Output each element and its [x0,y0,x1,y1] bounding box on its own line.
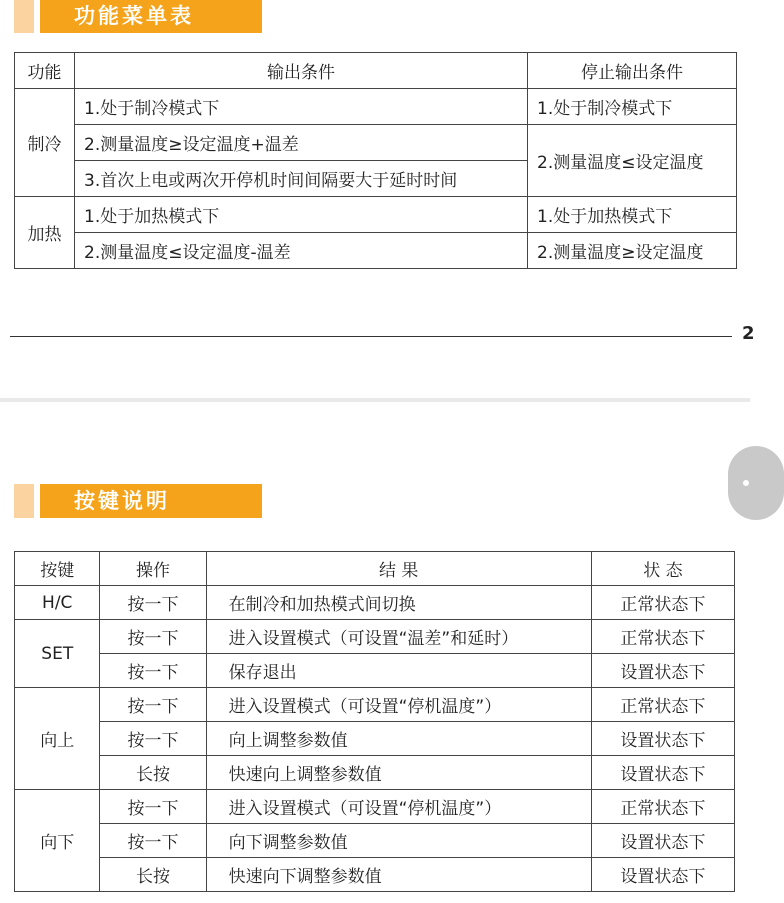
header-stripe-gap [34,0,40,33]
col-key: 按键 [15,552,100,586]
op-cell: 按一下 [100,722,206,756]
key-hc: H/C [15,586,100,620]
function-menu-table [14,52,737,269]
table-row [15,654,735,688]
result-cell: 向下调整参数值 [206,824,591,858]
function-menu-header [14,0,262,33]
table-row [15,197,737,233]
heating-stop-2: 2.测量温度≥设定温度 [528,233,737,269]
col-operation: 操作 [100,552,206,586]
state-cell: 设置状态下 [591,824,734,858]
table-row [15,586,735,620]
col-function: 功能 [15,53,75,89]
cooling-output-3: 3.首次上电或两次开停机时间间隔要大于延时时间 [75,161,528,197]
page-separator [0,398,750,402]
state-cell: 设置状态下 [591,722,734,756]
state-cell: 设置状态下 [591,858,734,892]
col-state: 状 态 [591,552,734,586]
table-row [15,824,735,858]
col-output-condition: 输出条件 [75,53,528,89]
function-cooling: 制冷 [15,89,75,197]
table-row [15,722,735,756]
result-cell: 快速向下调整参数值 [206,858,591,892]
table-row [15,858,735,892]
key-description-header [14,484,262,518]
side-nav-button[interactable] [728,446,784,520]
heating-output-2: 2.测量温度≤设定温度-温差 [75,233,528,269]
heating-output-1: 1.处于加热模式下 [75,197,528,233]
op-cell: 按一下 [100,620,206,654]
cooling-output-2: 2.测量温度≥设定温度+温差 [75,125,528,161]
heating-stop-1: 1.处于加热模式下 [528,197,737,233]
result-cell: 进入设置模式（可设置“停机温度”） [206,688,591,722]
op-cell: 长按 [100,756,206,790]
op-cell: 长按 [100,858,206,892]
table-row [15,756,735,790]
state-cell: 正常状态下 [591,586,734,620]
table-row [15,233,737,269]
table-row [15,688,735,722]
key-up: 向上 [15,688,100,790]
header-stripe [14,0,34,33]
cooling-output-1: 1.处于制冷模式下 [75,89,528,125]
col-stop-condition: 停止输出条件 [528,53,737,89]
table-row [15,125,737,161]
key-set: SET [15,620,100,688]
table-header-row [15,552,735,586]
state-cell: 正常状态下 [591,688,734,722]
op-cell: 按一下 [100,654,206,688]
key-down: 向下 [15,790,100,892]
table-row [15,620,735,654]
page-divider-rule [10,336,732,337]
key-description-table [14,551,735,892]
table-row [15,89,737,125]
function-heating: 加热 [15,197,75,269]
table-header-row [15,53,737,89]
op-cell: 按一下 [100,688,206,722]
op-cell: 按一下 [100,586,206,620]
state-cell: 正常状态下 [591,790,734,824]
result-cell: 快速向上调整参数值 [206,756,591,790]
state-cell: 设置状态下 [591,756,734,790]
table-row [15,790,735,824]
result-cell: 在制冷和加热模式间切换 [206,586,591,620]
state-cell: 正常状态下 [591,620,734,654]
header-stripe-gap [34,484,40,518]
header-stripe [14,484,34,518]
op-cell: 按一下 [100,824,206,858]
page-number: 2 [742,323,755,344]
result-cell: 进入设置模式（可设置“停机温度”） [206,790,591,824]
col-result: 结 果 [206,552,591,586]
result-cell: 向上调整参数值 [206,722,591,756]
state-cell: 设置状态下 [591,654,734,688]
result-cell: 保存退出 [206,654,591,688]
cooling-stop-1: 1.处于制冷模式下 [528,89,737,125]
function-menu-title: 功能菜单表 [74,4,194,28]
key-description-title: 按键说明 [74,489,170,513]
result-cell: 进入设置模式（可设置“温差”和延时） [206,620,591,654]
cooling-stop-2: 2.测量温度≤设定温度 [528,125,737,197]
op-cell: 按一下 [100,790,206,824]
side-nav-dot-icon [743,480,749,486]
